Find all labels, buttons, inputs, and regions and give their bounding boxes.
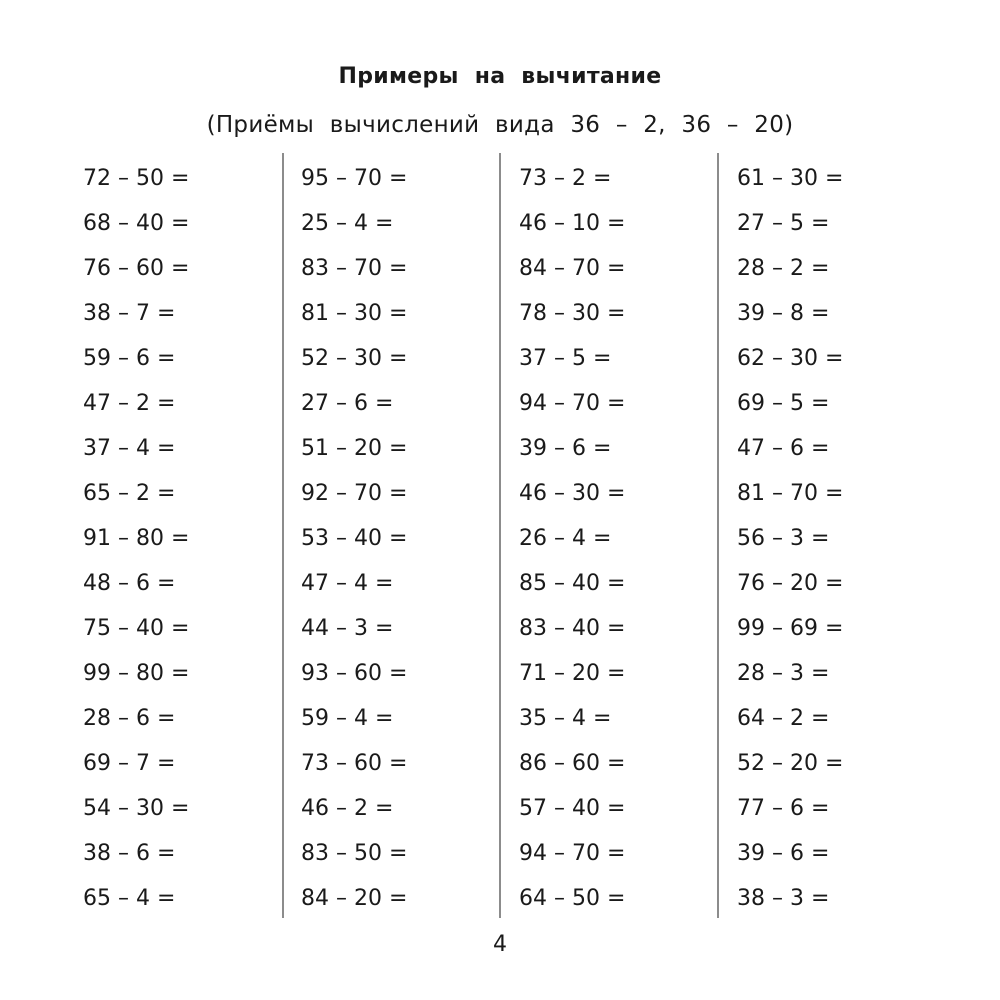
example-item: 86 – 60 = bbox=[519, 751, 626, 776]
example-item: 46 – 2 = bbox=[301, 796, 394, 821]
example-item: 76 – 20 = bbox=[737, 571, 844, 596]
example-item: 37 – 4 = bbox=[83, 436, 176, 461]
example-item: 84 – 20 = bbox=[301, 886, 408, 911]
example-item: 47 – 4 = bbox=[301, 571, 394, 596]
example-item: 95 – 70 = bbox=[301, 166, 408, 191]
example-item: 59 – 4 = bbox=[301, 706, 394, 731]
example-item: 73 – 2 = bbox=[519, 166, 612, 191]
example-item: 62 – 30 = bbox=[737, 346, 844, 371]
column-divider bbox=[282, 153, 284, 918]
example-item: 65 – 2 = bbox=[83, 481, 176, 506]
examples-column-1 bbox=[83, 160, 283, 925]
example-item: 35 – 4 = bbox=[519, 706, 612, 731]
example-item: 81 – 30 = bbox=[301, 301, 408, 326]
example-item: 26 – 4 = bbox=[519, 526, 612, 551]
example-item: 71 – 20 = bbox=[519, 661, 626, 686]
example-item: 76 – 60 = bbox=[83, 256, 190, 281]
example-item: 84 – 70 = bbox=[519, 256, 626, 281]
example-item: 94 – 70 = bbox=[519, 841, 626, 866]
example-item: 27 – 6 = bbox=[301, 391, 394, 416]
example-item: 93 – 60 = bbox=[301, 661, 408, 686]
example-item: 52 – 30 = bbox=[301, 346, 408, 371]
example-item: 39 – 6 = bbox=[737, 841, 830, 866]
example-item: 72 – 50 = bbox=[83, 166, 190, 191]
example-item: 83 – 40 = bbox=[519, 616, 626, 641]
example-item: 61 – 30 = bbox=[737, 166, 844, 191]
example-item: 56 – 3 = bbox=[737, 526, 830, 551]
examples-column-4 bbox=[737, 160, 937, 925]
example-item: 28 – 6 = bbox=[83, 706, 176, 731]
example-item: 48 – 6 = bbox=[83, 571, 176, 596]
example-item: 38 – 7 = bbox=[83, 301, 176, 326]
example-item: 39 – 6 = bbox=[519, 436, 612, 461]
example-item: 94 – 70 = bbox=[519, 391, 626, 416]
example-item: 47 – 2 = bbox=[83, 391, 176, 416]
example-item: 64 – 2 = bbox=[737, 706, 830, 731]
page-subtitle: (Приёмы вычислений вида 36 – 2, 36 – 20) bbox=[206, 112, 794, 138]
example-item: 65 – 4 = bbox=[83, 886, 176, 911]
example-item: 77 – 6 = bbox=[737, 796, 830, 821]
example-item: 28 – 3 = bbox=[737, 661, 830, 686]
example-item: 37 – 5 = bbox=[519, 346, 612, 371]
example-item: 25 – 4 = bbox=[301, 211, 394, 236]
example-item: 52 – 20 = bbox=[737, 751, 844, 776]
example-item: 57 – 40 = bbox=[519, 796, 626, 821]
example-item: 78 – 30 = bbox=[519, 301, 626, 326]
example-item: 69 – 5 = bbox=[737, 391, 830, 416]
example-item: 91 – 80 = bbox=[83, 526, 190, 551]
example-item: 73 – 60 = bbox=[301, 751, 408, 776]
example-item: 38 – 6 = bbox=[83, 841, 176, 866]
example-item: 99 – 69 = bbox=[737, 616, 844, 641]
page-number: 4 bbox=[493, 932, 507, 957]
example-item: 69 – 7 = bbox=[83, 751, 176, 776]
example-item: 46 – 30 = bbox=[519, 481, 626, 506]
column-divider bbox=[717, 153, 719, 918]
example-item: 59 – 6 = bbox=[83, 346, 176, 371]
example-item: 39 – 8 = bbox=[737, 301, 830, 326]
example-item: 53 – 40 = bbox=[301, 526, 408, 551]
example-item: 64 – 50 = bbox=[519, 886, 626, 911]
example-item: 47 – 6 = bbox=[737, 436, 830, 461]
example-item: 46 – 10 = bbox=[519, 211, 626, 236]
example-item: 54 – 30 = bbox=[83, 796, 190, 821]
page-title: Примеры на вычитание bbox=[338, 64, 662, 89]
examples-column-2 bbox=[301, 160, 501, 925]
example-item: 51 – 20 = bbox=[301, 436, 408, 461]
example-item: 44 – 3 = bbox=[301, 616, 394, 641]
example-item: 75 – 40 = bbox=[83, 616, 190, 641]
example-item: 99 – 80 = bbox=[83, 661, 190, 686]
example-item: 38 – 3 = bbox=[737, 886, 830, 911]
example-item: 68 – 40 = bbox=[83, 211, 190, 236]
examples-column-3 bbox=[519, 160, 719, 925]
example-item: 83 – 70 = bbox=[301, 256, 408, 281]
column-divider bbox=[499, 153, 501, 918]
example-item: 27 – 5 = bbox=[737, 211, 830, 236]
example-item: 83 – 50 = bbox=[301, 841, 408, 866]
example-item: 81 – 70 = bbox=[737, 481, 844, 506]
example-item: 85 – 40 = bbox=[519, 571, 626, 596]
example-item: 92 – 70 = bbox=[301, 481, 408, 506]
example-item: 28 – 2 = bbox=[737, 256, 830, 281]
